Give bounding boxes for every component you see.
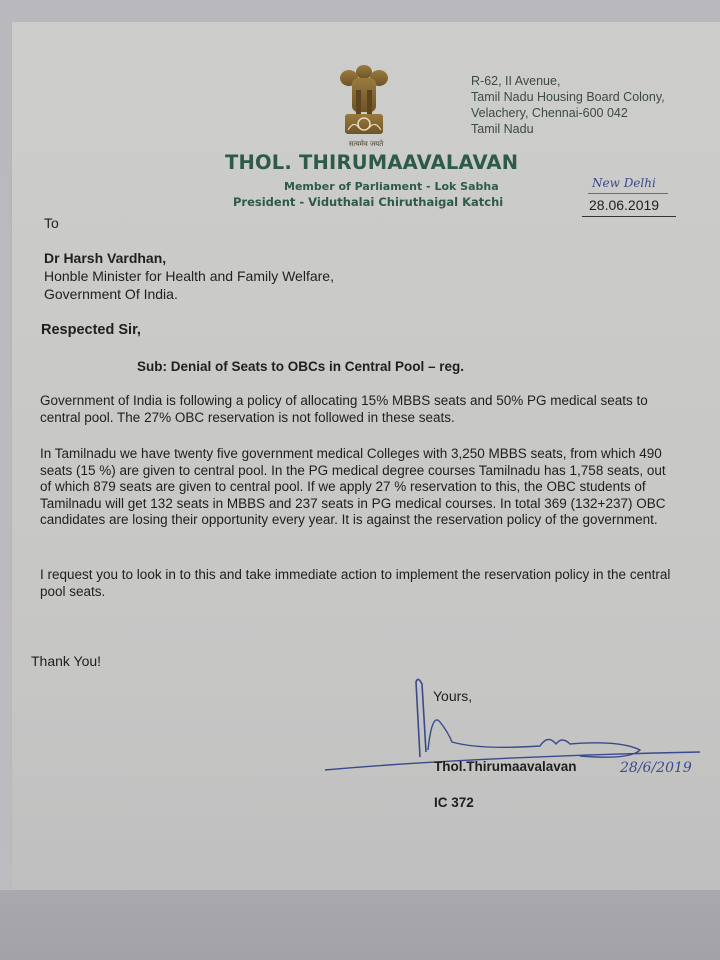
- recipient-name: Dr Harsh Vardhan,: [44, 250, 167, 266]
- signatory-name: Thol.Thirumaavalavan: [434, 759, 577, 774]
- sender-party: President - Viduthalai Chiruthaigal Katchi: [233, 195, 504, 209]
- subject-line: Sub: Denial of Seats to OBCs in Central Pool – reg.: [137, 359, 465, 374]
- sender-name-heading: THOL. THIRUMAAVALAVAN: [225, 151, 519, 174]
- date-underline: [582, 216, 676, 217]
- sender-address: [471, 73, 665, 137]
- reference-code: IC 372: [434, 795, 474, 810]
- recipient-title: Honble Minister for Health and Family Welfare,: [44, 268, 334, 284]
- emblem-motto: सत्यमेव जयते: [348, 140, 384, 148]
- address-line: R-62, II Avenue,: [471, 74, 561, 88]
- body-paragraph: I request you to look in to this and take immediate action to implement the reservation policy in the central pool seats.: [40, 567, 671, 599]
- handwritten-signature-date: 28/6/2019: [620, 760, 692, 776]
- letter-date: 28.06.2019: [589, 197, 660, 213]
- salutation: Respected Sir,: [41, 322, 141, 338]
- handwritten-place: New Delhi: [592, 176, 656, 190]
- closing-yours: Yours,: [433, 688, 473, 704]
- to-label: To: [44, 215, 59, 231]
- address-line: Tamil Nadu Housing Board Colony,: [471, 90, 665, 104]
- address-line: Velachery, Chennai-600 042: [471, 106, 628, 120]
- body-paragraph: Government of India is following a policy of allocating 15% MBBS seats and 50% PG medical seats to central pool. The 27% OBC reservation is not followed in these seats.: [40, 393, 648, 425]
- sender-role: Member of Parliament - Lok Sabha: [284, 180, 499, 193]
- body-paragraph: In Tamilnadu we have twenty five government medical Colleges with 3,250 MBBS seats, from which 490 seats (15 %) are given to central pool. In the PG medical degree courses Tamilnadu has 1,758 seats, out of which 879 seats are given to central pool. If we apply 27 % reservation to this, the OBC students of Tamilnadu will get 132 seats in MBBS and 237 seats in PG medical courses. In total 369 (132+237) OBC candidates are losing their opportunity every year. It is against the reservation policy of the government.: [40, 446, 666, 527]
- table-surface: [0, 890, 720, 960]
- thank-you: Thank You!: [31, 653, 102, 669]
- address-line: Tamil Nadu: [471, 122, 534, 136]
- place-underline: [588, 193, 668, 194]
- recipient-organization: Government Of India.: [44, 286, 178, 302]
- national-emblem-icon: [337, 62, 391, 150]
